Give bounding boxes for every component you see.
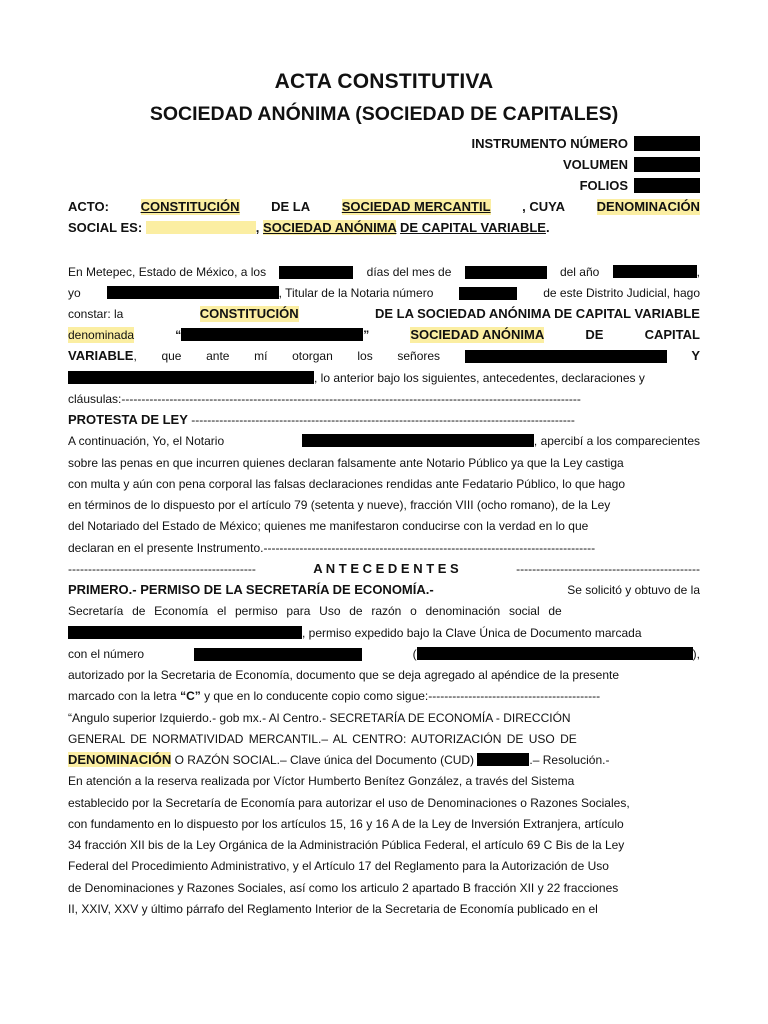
acto-period: . xyxy=(545,220,550,235)
intro-line-2 xyxy=(68,285,700,301)
primero-heading: PRIMERO.- PERMISO DE LA SECRETARÍA DE ECONOMÍA.- xyxy=(68,582,434,597)
antecedentes-dashes: ---------------------------------------------- xyxy=(516,562,700,576)
intro-quote-close: ” xyxy=(363,328,370,342)
redaction xyxy=(181,328,363,341)
antecedentes-dashes: ----------------------------------------------- xyxy=(68,562,256,576)
primero-line-5: autorizado por la Secretaria de Economía, documento que se deja agregado al apéndice de la presente xyxy=(68,668,620,682)
primero-text: Se solicitó y obtuvo de la xyxy=(567,583,700,597)
protesta-text: , apercibí a los comparecientes xyxy=(533,434,700,448)
intro-text: En Metepec, Estado de México, a los xyxy=(68,265,267,279)
protesta-line-4: en términos de lo dispuesto por el artículo 79 (setenta y nueve), fracción VIII (ocho romano), de la Ley xyxy=(68,498,611,512)
acto-de-la: DE LA xyxy=(271,199,311,214)
quote-line-10: II, XXIV, XXV y último párrafo del Reglamento Interior de la Secretaria de Economía publicado en el xyxy=(68,902,598,916)
primero-line-1 xyxy=(68,582,700,598)
intro-text: , lo anterior bajo los siguientes, antecedentes, declaraciones y xyxy=(314,371,645,385)
protesta-heading: PROTESTA DE LEY xyxy=(68,412,188,427)
acto-cuya: , CUYA xyxy=(522,199,566,214)
protesta-text: A continuación, Yo, el Notario xyxy=(68,434,225,448)
redaction xyxy=(459,287,517,300)
quote-text: .– Resolución.- xyxy=(529,753,610,767)
intro-text: del año xyxy=(559,265,600,279)
intro-text: días del mes de xyxy=(366,265,452,279)
primero-line-2 xyxy=(68,603,700,619)
antecedentes-heading: A N T E C E D E N T E S xyxy=(313,561,459,576)
primero-line-3 xyxy=(68,625,700,641)
redaction xyxy=(477,753,529,766)
intro-line-1 xyxy=(68,264,700,280)
folios-row xyxy=(580,178,700,193)
redaction xyxy=(68,371,314,384)
intro-line-5 xyxy=(68,348,700,364)
primero-line-4 xyxy=(68,646,700,662)
acto-comma: , xyxy=(255,220,260,235)
volumen-redaction xyxy=(634,157,700,172)
acto-name-redaction xyxy=(146,221,256,234)
intro-text: CAPITAL xyxy=(644,327,700,342)
quote-text: GENERAL DE NORMATIVIDAD MERCANTIL.– AL CENTRO: AUTORIZACIÓN DE USO DE xyxy=(68,732,577,746)
instrumento-row xyxy=(472,136,700,151)
intro-line-6 xyxy=(68,370,700,386)
quote-line-3 xyxy=(68,752,700,768)
antecedentes-heading-line xyxy=(68,561,700,577)
redaction xyxy=(465,350,667,363)
intro-text: Y xyxy=(691,348,700,363)
intro-text: , xyxy=(696,265,700,279)
intro-text: que xyxy=(161,349,182,363)
acto-sociedad-mercantil: SOCIEDAD MERCANTIL xyxy=(341,199,491,214)
protesta-line-3: con multa y aún con pena corporal las falsas declaraciones rendidas ante Fedatario Público, lo que hago xyxy=(68,477,626,491)
quote-text: O RAZÓN SOCIAL.– Clave única del Documento (CUD) xyxy=(174,753,475,767)
instrumento-label: INSTRUMENTO NÚMERO xyxy=(471,136,628,151)
intro-constitucion: CONSTITUCIÓN xyxy=(199,306,299,321)
intro-capital-variable: DE LA SOCIEDAD ANÓNIMA DE CAPITAL VARIABLE xyxy=(374,306,700,321)
primero-line-6 xyxy=(68,688,700,704)
primero-text: con el número xyxy=(68,647,145,661)
primero-text: y que en lo conducente copio como sigue:------------------------------------------- xyxy=(204,689,601,703)
intro-text: DE xyxy=(585,327,604,342)
protesta-heading-line xyxy=(68,412,700,428)
intro-text: constar: la xyxy=(68,307,124,321)
folios-label: FOLIOS xyxy=(579,178,628,193)
protesta-line-2: sobre las penas en que incurren quienes declaran falsamente ante Notario Público ya que la Ley castiga xyxy=(68,456,624,470)
acto-capital-variable: DE CAPITAL VARIABLE xyxy=(400,220,546,235)
acto-sociedad-anonima: SOCIEDAD ANÓNIMA xyxy=(263,220,397,235)
primero-text: ( xyxy=(412,647,417,661)
redaction xyxy=(465,266,547,279)
redaction xyxy=(613,265,697,278)
redaction xyxy=(417,647,693,660)
instrumento-redaction xyxy=(634,136,700,151)
quote-line-6: con fundamento en lo dispuesto por los artículos 15, 16 y 16 A de la Ley de Inversión Extranjera, artículo xyxy=(68,817,624,831)
primero-text: marcado con la letra xyxy=(68,689,177,703)
document-title: ACTA CONSTITUTIVA xyxy=(274,70,494,93)
redaction xyxy=(68,626,302,639)
volumen-row xyxy=(563,157,700,172)
intro-line-3 xyxy=(68,306,700,322)
folios-redaction xyxy=(634,178,700,193)
quote-line-7: 34 fracción XII bis de la Ley Orgánica de la Administración Pública Federal, el artículo 69 C Bis de la Ley xyxy=(68,838,625,852)
acto-line-2 xyxy=(68,220,700,236)
acto-constitucion: CONSTITUCIÓN xyxy=(140,199,240,214)
primero-text: , permiso expedido bajo la Clave Única de Documento marcada xyxy=(302,626,642,640)
intro-text: señores xyxy=(397,349,441,363)
acto-denominacion: DENOMINACIÓN xyxy=(596,199,700,214)
intro-text: ante xyxy=(206,349,230,363)
acto-social-es: SOCIAL ES: xyxy=(68,220,143,235)
primero-text: ), xyxy=(692,647,700,661)
quote-denominacion: DENOMINACIÓN xyxy=(68,752,172,767)
acto-label: ACTO: xyxy=(68,199,109,214)
intro-line-4 xyxy=(68,327,700,343)
redaction xyxy=(107,286,279,299)
quote-line-5: establecido por la Secretaría de Economía para autorizar el uso de Denominaciones o Razones Sociales, xyxy=(68,796,630,810)
intro-variable: VARIABLE xyxy=(68,348,134,363)
intro-text: de este Distrito Judicial, hago xyxy=(543,286,700,300)
intro-text: otorgan xyxy=(292,349,333,363)
acto-line-1 xyxy=(68,199,700,215)
redaction xyxy=(194,648,362,661)
protesta-line-1 xyxy=(68,433,700,449)
intro-text: , Titular de la Notaria número xyxy=(278,286,434,300)
primero-letter-c: “C” xyxy=(180,689,201,703)
intro-sociedad-anonima: SOCIEDAD ANÓNIMA xyxy=(410,327,545,342)
volumen-label: VOLUMEN xyxy=(563,157,628,172)
intro-text: los xyxy=(357,349,373,363)
document-subtitle: SOCIEDAD ANÓNIMA (SOCIEDAD DE CAPITALES) xyxy=(149,103,619,125)
protesta-line-6: declaran en el presente Instrumento.----------------------------------------------------------------------------------- xyxy=(68,541,596,555)
quote-line-4: En atención a la reserva realizada por Víctor Humberto Benítez González, a través del Sistema xyxy=(68,774,575,788)
intro-quote-open: “ xyxy=(175,328,182,342)
quote-line-8: Federal del Procedimiento Administrativo, y el Artículo 17 del Reglamento para la Autorización de Uso xyxy=(68,859,609,873)
intro-text: yo xyxy=(68,286,81,300)
quote-line-9: de Denominaciones y Razones Sociales, así como los articulo 2 apartado B fracción XII y 22 fracciones xyxy=(68,881,619,895)
quote-line-2 xyxy=(68,731,700,747)
intro-line-7: cláusulas:------------------------------------------------------------------------------------------------------------------- xyxy=(68,392,581,406)
primero-text: Secretaría de Economía el permiso para Uso de razón o denominación social de xyxy=(68,604,562,618)
redaction xyxy=(302,434,534,447)
protesta-dashes: ------------------------------------------------------------------------------------------------ xyxy=(191,413,575,427)
intro-denominada: denominada xyxy=(68,328,135,342)
redaction xyxy=(279,266,353,279)
quote-line-1: “Angulo superior Izquierdo.- gob mx.- Al Centro.- SECRETARÍA DE ECONOMÍA - DIRECCIÓN xyxy=(68,711,571,725)
intro-text: , xyxy=(133,349,137,363)
intro-text: mí xyxy=(254,349,268,363)
protesta-line-5: del Notariado del Estado de México; quienes me manifestaron conducirse con la verdad en lo que xyxy=(68,519,589,533)
